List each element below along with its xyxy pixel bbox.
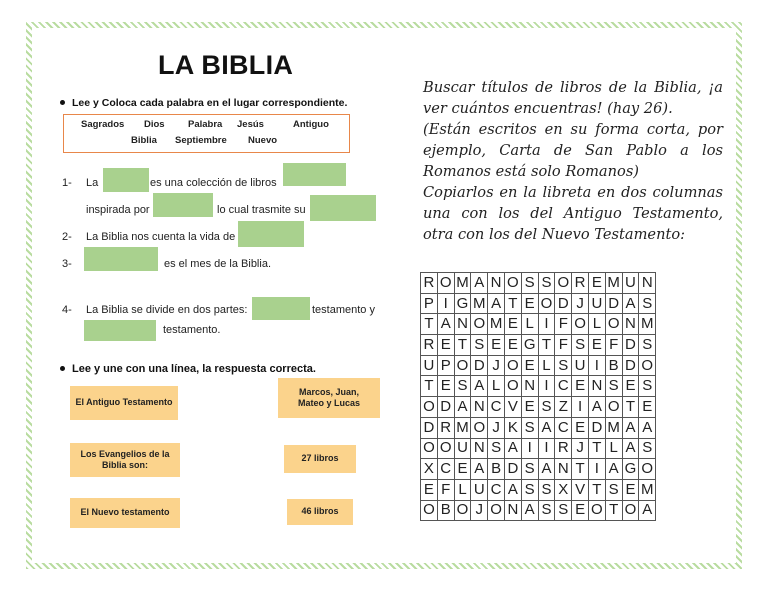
grid-cell[interactable]: T — [421, 376, 438, 397]
grid-cell[interactable]: O — [504, 355, 521, 376]
grid-cell[interactable]: U — [622, 273, 639, 294]
instruction-2-text: Lee y une con una línea, la respuesta correcta. — [72, 363, 316, 375]
grid-cell[interactable]: G — [622, 459, 639, 480]
grid-cell[interactable]: A — [605, 459, 622, 480]
grid-cell[interactable]: M — [454, 417, 471, 438]
grid-cell[interactable]: T — [538, 335, 555, 356]
grid-cell[interactable]: U — [421, 355, 438, 376]
grid-cell[interactable]: L — [488, 376, 505, 397]
match-right-1[interactable]: Marcos, Juan, Mateo y Lucas — [278, 378, 380, 418]
grid-row — [421, 397, 656, 418]
grid-cell[interactable]: K — [504, 417, 521, 438]
grid-cell[interactable]: O — [471, 314, 488, 335]
grid-cell[interactable]: S — [572, 335, 589, 356]
grid-cell[interactable]: E — [504, 335, 521, 356]
grid-cell[interactable]: S — [639, 376, 656, 397]
q1-text-a: La — [86, 177, 99, 189]
grid-cell[interactable]: M — [488, 314, 505, 335]
grid-cell[interactable]: S — [605, 479, 622, 500]
grid-cell[interactable]: O — [605, 314, 622, 335]
instruction-2 — [60, 363, 316, 375]
grid-cell[interactable]: S — [605, 376, 622, 397]
grid-cell[interactable]: D — [622, 335, 639, 356]
grid-cell[interactable]: I — [588, 355, 605, 376]
grid-cell[interactable]: S — [538, 397, 555, 418]
word-palabra: Palabra — [188, 119, 223, 130]
q4-answer-box-1[interactable] — [252, 297, 310, 320]
grid-cell[interactable]: L — [605, 438, 622, 459]
grid-cell[interactable]: I — [572, 397, 589, 418]
q2-answer-box[interactable] — [238, 221, 304, 247]
grid-cell[interactable]: B — [488, 459, 505, 480]
paragraph-line-3: Copiarlos en la libreta en dos columnas una con los del Antiguo Testamento, otra con los del Nuevo Testamento: — [423, 184, 723, 243]
grid-cell[interactable]: O — [504, 376, 521, 397]
grid-cell[interactable]: M — [639, 479, 656, 500]
grid-cell[interactable]: S — [639, 293, 656, 314]
grid-cell[interactable]: U — [588, 293, 605, 314]
grid-cell[interactable]: A — [471, 376, 488, 397]
grid-cell[interactable]: X — [555, 479, 572, 500]
q1-answer-box-3[interactable] — [153, 193, 213, 217]
grid-cell[interactable]: E — [521, 355, 538, 376]
grid-cell[interactable]: F — [555, 314, 572, 335]
grid-row — [421, 314, 656, 335]
grid-cell[interactable]: A — [639, 500, 656, 521]
grid-cell[interactable]: V — [504, 397, 521, 418]
grid-cell[interactable]: O — [421, 438, 438, 459]
grid-cell[interactable]: E — [504, 314, 521, 335]
grid-row — [421, 438, 656, 459]
grid-cell[interactable]: Z — [555, 397, 572, 418]
grid-cell[interactable]: M — [605, 273, 622, 294]
grid-cell[interactable]: L — [588, 314, 605, 335]
grid-cell[interactable]: G — [521, 335, 538, 356]
grid-cell[interactable]: J — [572, 438, 589, 459]
q4-text-a: La Biblia se divide en dos partes: — [86, 304, 248, 316]
q1-number: 1- — [62, 177, 72, 189]
grid-cell[interactable]: A — [471, 273, 488, 294]
grid-cell[interactable]: U — [572, 355, 589, 376]
grid-cell[interactable]: O — [622, 500, 639, 521]
grid-row — [421, 355, 656, 376]
grid-cell[interactable]: S — [538, 273, 555, 294]
grid-cell[interactable]: E — [622, 479, 639, 500]
grid-cell[interactable]: N — [504, 500, 521, 521]
grid-cell[interactable]: N — [639, 273, 656, 294]
grid-cell[interactable]: J — [488, 417, 505, 438]
grid-cell[interactable]: I — [538, 314, 555, 335]
grid-cell[interactable]: S — [521, 459, 538, 480]
grid-cell[interactable]: E — [572, 500, 589, 521]
grid-cell[interactable]: T — [572, 459, 589, 480]
grid-cell[interactable]: A — [622, 417, 639, 438]
grid-cell[interactable]: A — [471, 459, 488, 480]
grid-cell[interactable]: I — [521, 438, 538, 459]
grid-cell[interactable]: N — [555, 459, 572, 480]
grid-cell[interactable]: A — [504, 438, 521, 459]
grid-cell[interactable]: S — [639, 438, 656, 459]
grid-cell[interactable]: J — [471, 500, 488, 521]
grid-row — [421, 500, 656, 521]
paragraph-line-1: Buscar títulos de libros de la Biblia, ¡a ver cuántos encuentras! (hay 26). — [423, 79, 723, 117]
grid-cell[interactable]: A — [622, 438, 639, 459]
grid-cell[interactable]: A — [454, 397, 471, 418]
grid-cell[interactable]: T — [454, 335, 471, 356]
word-jesus: Jesús — [237, 119, 264, 130]
grid-cell[interactable]: S — [521, 479, 538, 500]
word-search-grid[interactable] — [420, 272, 656, 521]
q3-answer-box[interactable] — [84, 247, 158, 271]
grid-cell[interactable]: T — [504, 293, 521, 314]
grid-cell[interactable]: E — [588, 335, 605, 356]
word-bank — [63, 114, 350, 153]
q1-answer-box-4[interactable] — [310, 195, 376, 221]
grid-cell[interactable]: E — [488, 335, 505, 356]
q1-answer-box-1[interactable] — [103, 168, 149, 192]
grid-cell[interactable]: E — [588, 273, 605, 294]
q4-number: 4- — [62, 304, 72, 316]
grid-cell[interactable]: A — [488, 293, 505, 314]
grid-cell[interactable]: L — [521, 314, 538, 335]
q1-text-b: es una colección de libros — [150, 177, 277, 189]
grid-cell[interactable]: L — [538, 355, 555, 376]
grid-cell[interactable]: R — [421, 335, 438, 356]
grid-cell[interactable]: O — [555, 273, 572, 294]
grid-cell[interactable]: O — [471, 417, 488, 438]
grid-cell[interactable]: I — [437, 293, 454, 314]
grid-cell[interactable]: M — [639, 314, 656, 335]
grid-cell[interactable]: S — [488, 438, 505, 459]
word-biblia: Biblia — [131, 135, 157, 146]
grid-cell[interactable]: G — [454, 293, 471, 314]
grid-cell[interactable]: D — [555, 293, 572, 314]
grid-cell[interactable]: U — [471, 479, 488, 500]
grid-cell[interactable]: T — [588, 438, 605, 459]
grid-cell[interactable]: T — [588, 479, 605, 500]
grid-cell[interactable]: A — [437, 314, 454, 335]
grid-cell[interactable]: N — [588, 376, 605, 397]
grid-cell[interactable]: A — [588, 397, 605, 418]
grid-cell[interactable]: N — [471, 438, 488, 459]
grid-cell[interactable]: P — [437, 355, 454, 376]
instruction-1 — [60, 97, 347, 109]
grid-row — [421, 479, 656, 500]
q1-text-c: inspirada por — [86, 204, 150, 216]
grid-cell[interactable]: I — [538, 376, 555, 397]
grid-cell[interactable]: A — [504, 479, 521, 500]
grid-cell[interactable]: A — [538, 417, 555, 438]
word-antiguo: Antiguo — [293, 119, 329, 130]
word-nuevo: Nuevo — [248, 135, 278, 146]
grid-cell[interactable]: S — [521, 417, 538, 438]
page-title: LA BIBLIA — [158, 50, 294, 80]
match-left-1[interactable]: El Antiguo Testamento — [70, 386, 178, 420]
grid-cell[interactable]: O — [572, 314, 589, 335]
grid-cell[interactable]: R — [555, 438, 572, 459]
grid-cell[interactable]: T — [622, 397, 639, 418]
grid-cell[interactable]: D — [622, 355, 639, 376]
grid-cell[interactable]: I — [588, 459, 605, 480]
grid-cell[interactable]: J — [572, 293, 589, 314]
grid-cell[interactable]: N — [622, 314, 639, 335]
grid-cell[interactable]: O — [588, 500, 605, 521]
q2-text-a: La Biblia nos cuenta la vida de — [86, 231, 236, 243]
grid-cell[interactable]: M — [605, 417, 622, 438]
grid-cell[interactable]: O — [421, 500, 438, 521]
grid-cell[interactable]: M — [454, 273, 471, 294]
paragraph-line-2: (Están escritos en su forma corta, por ejemplo, Carta de San Pablo a los Romanos está solo Romanos) — [423, 121, 723, 180]
grid-cell[interactable]: S — [538, 479, 555, 500]
word-dios: Dios — [144, 119, 165, 130]
grid-cell[interactable]: M — [471, 293, 488, 314]
q1-answer-box-2[interactable] — [283, 163, 346, 186]
q4-text-b: testamento y — [312, 304, 375, 316]
grid-cell[interactable]: S — [454, 376, 471, 397]
grid-cell[interactable]: D — [421, 417, 438, 438]
grid-cell[interactable]: F — [437, 479, 454, 500]
grid-cell[interactable]: B — [605, 355, 622, 376]
match-right-3[interactable]: 46 libros — [287, 499, 353, 525]
grid-cell[interactable]: O — [488, 500, 505, 521]
grid-row — [421, 459, 656, 480]
grid-cell[interactable]: S — [555, 355, 572, 376]
grid-cell[interactable]: O — [437, 438, 454, 459]
grid-cell[interactable]: S — [471, 335, 488, 356]
q4-answer-box-2[interactable] — [84, 320, 156, 341]
q2-number: 2- — [62, 231, 72, 243]
grid-cell[interactable]: E — [521, 293, 538, 314]
grid-cell[interactable]: E — [421, 479, 438, 500]
instructions-paragraph — [423, 77, 723, 245]
grid-cell[interactable]: L — [454, 479, 471, 500]
grid-cell[interactable]: N — [488, 273, 505, 294]
grid-cell[interactable]: C — [555, 417, 572, 438]
grid-cell[interactable]: I — [538, 438, 555, 459]
grid-cell[interactable]: R — [437, 417, 454, 438]
grid-cell[interactable]: C — [555, 376, 572, 397]
grid-cell[interactable]: A — [622, 293, 639, 314]
grid-cell[interactable]: O — [437, 273, 454, 294]
bullet-icon — [60, 366, 65, 371]
grid-cell[interactable]: E — [454, 459, 471, 480]
grid-cell[interactable]: S — [538, 500, 555, 521]
grid-cell[interactable]: R — [421, 273, 438, 294]
grid-row — [421, 376, 656, 397]
match-right-2[interactable]: 27 libros — [284, 445, 356, 473]
grid-row — [421, 335, 656, 356]
grid-cell[interactable]: F — [555, 335, 572, 356]
grid-cell[interactable]: N — [454, 314, 471, 335]
grid-cell[interactable]: O — [639, 355, 656, 376]
grid-row — [421, 417, 656, 438]
grid-cell[interactable]: V — [572, 479, 589, 500]
q1-text-d: lo cual trasmite su — [217, 204, 306, 216]
q3-number: 3- — [62, 258, 72, 270]
match-left-3[interactable]: El Nuevo testamento — [70, 498, 180, 528]
grid-cell[interactable]: E — [437, 335, 454, 356]
grid-cell[interactable]: C — [488, 479, 505, 500]
grid-cell[interactable]: E — [622, 376, 639, 397]
grid-cell[interactable]: A — [639, 417, 656, 438]
grid-cell[interactable]: J — [488, 355, 505, 376]
grid-cell[interactable]: P — [421, 293, 438, 314]
grid-cell[interactable]: S — [639, 335, 656, 356]
match-left-2[interactable]: Los Evangelios de la Biblia son: — [70, 443, 180, 477]
grid-cell[interactable]: A — [521, 500, 538, 521]
word-septiembre: Septiembre — [175, 135, 227, 146]
grid-cell[interactable]: D — [437, 397, 454, 418]
grid-cell[interactable]: F — [605, 335, 622, 356]
grid-cell[interactable]: E — [572, 376, 589, 397]
grid-cell[interactable]: D — [605, 293, 622, 314]
grid-cell[interactable]: O — [639, 459, 656, 480]
grid-cell[interactable]: N — [471, 397, 488, 418]
grid-cell[interactable]: O — [421, 397, 438, 418]
grid-cell[interactable]: E — [572, 417, 589, 438]
grid-cell[interactable]: X — [421, 459, 438, 480]
grid-row — [421, 293, 656, 314]
grid-cell[interactable]: T — [605, 500, 622, 521]
grid-cell[interactable]: O — [454, 500, 471, 521]
grid-cell[interactable]: O — [504, 273, 521, 294]
grid-cell[interactable]: B — [437, 500, 454, 521]
grid-cell[interactable]: D — [588, 417, 605, 438]
grid-cell[interactable]: N — [521, 376, 538, 397]
q3-text-a: es el mes de la Biblia. — [164, 258, 271, 270]
grid-cell[interactable]: D — [471, 355, 488, 376]
grid-cell[interactable]: S — [555, 500, 572, 521]
grid-cell[interactable]: D — [504, 459, 521, 480]
instruction-1-text: Lee y Coloca cada palabra en el lugar correspondiente. — [72, 97, 348, 109]
grid-cell[interactable]: U — [454, 438, 471, 459]
word-sagrados: Sagrados — [81, 119, 125, 130]
grid-cell[interactable]: T — [421, 314, 438, 335]
q4-text-c: testamento. — [163, 324, 221, 336]
grid-cell[interactable]: E — [437, 376, 454, 397]
bullet-icon — [60, 100, 65, 105]
grid-row — [421, 273, 656, 294]
grid-cell[interactable]: C — [437, 459, 454, 480]
grid-cell[interactable]: O — [605, 397, 622, 418]
grid-cell[interactable]: O — [454, 355, 471, 376]
grid-cell[interactable]: O — [538, 293, 555, 314]
grid-cell[interactable]: R — [572, 273, 589, 294]
grid-cell[interactable]: A — [538, 459, 555, 480]
grid-cell[interactable]: E — [521, 397, 538, 418]
grid-cell[interactable]: E — [639, 397, 656, 418]
grid-cell[interactable]: C — [488, 397, 505, 418]
grid-cell[interactable]: S — [521, 273, 538, 294]
